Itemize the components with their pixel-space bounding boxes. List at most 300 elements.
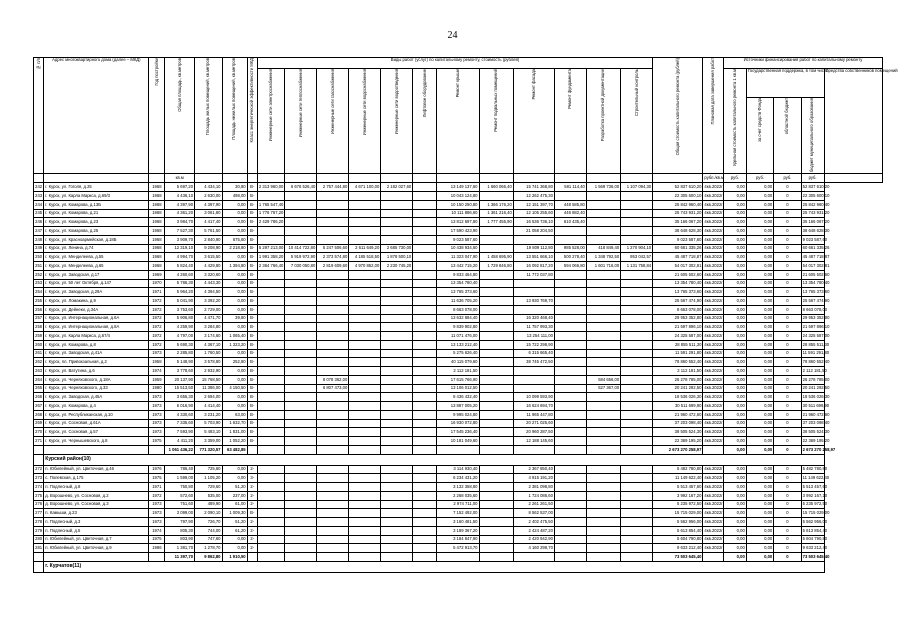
- cell-w4: [349, 227, 381, 236]
- cell-w3: 6 807 473,00: [317, 384, 349, 393]
- cell-w5: [381, 526, 413, 535]
- cell-w3: [317, 227, 349, 236]
- table-row: [34, 340, 883, 349]
- cell-area: 5 824,40: [165, 262, 195, 271]
- cell-w12: 953 042,57: [621, 253, 653, 262]
- cell-w6: [413, 209, 437, 218]
- cell-area: 20 137,90: [165, 375, 195, 384]
- cell-own: 45 487 718,87: [801, 253, 824, 262]
- cell-w9: 10 099 593,90: [513, 393, 554, 402]
- cell-nonliving: 61,00: [222, 500, 247, 509]
- cell-budget: 0,00: [746, 288, 773, 297]
- cell-year: 1973: [149, 518, 165, 527]
- col-work-9: Ремонт фасада: [530, 69, 536, 100]
- cell-total: 21 597 896,10: [653, 323, 703, 332]
- cell-w4: [349, 200, 381, 209]
- table-row: [34, 384, 883, 393]
- cell-own: 5 235 972,50: [801, 500, 824, 509]
- cell-w6: [413, 279, 437, 288]
- cell-total: 21 605 502,60: [653, 270, 703, 279]
- unit-local: руб.: [774, 174, 801, 183]
- subtotal-fund: 0,00: [723, 445, 746, 454]
- cell-budget: 0,00: [746, 305, 773, 314]
- cell-w12: [621, 288, 653, 297]
- cell-budget: 0,00: [746, 323, 773, 332]
- cell-w3: [317, 465, 349, 474]
- col-work-5: Инженерные сети водоотведения: [393, 69, 399, 135]
- cell-w7: 2 268 035,60: [437, 491, 479, 500]
- cell-w2: [285, 535, 317, 544]
- cell-w10: 610 435,40: [554, 218, 586, 227]
- cell-addr: п. Юбилейный, ул. Цветочная, д.7: [44, 535, 149, 544]
- cell-w1: [257, 314, 284, 323]
- cell-w3: [317, 526, 349, 535]
- cell-fund: 0,00: [723, 227, 746, 236]
- cell-n: 279: [34, 526, 44, 535]
- cell-w11: [586, 437, 620, 446]
- cell-own: 21 605 502,60: [801, 270, 824, 279]
- col-work-8: Ремонт подвальных помещений: [493, 69, 499, 132]
- cell-w2: [285, 235, 317, 244]
- cell-w11: [586, 288, 620, 297]
- cell-year: 1972: [149, 297, 165, 306]
- col-num: № п/п: [35, 58, 41, 70]
- cell-w1: [257, 491, 284, 500]
- cell-w5: [381, 465, 413, 474]
- cell-w8: [479, 491, 513, 500]
- cell-w8: [479, 314, 513, 323]
- cell-apt: B-: [247, 209, 257, 218]
- cell-w6: [413, 227, 437, 236]
- unit-fund: руб.: [723, 174, 746, 183]
- cell-w7: 17 590 423,90: [437, 227, 479, 236]
- subtotal-local: 0: [774, 445, 801, 454]
- cell-w2: [285, 474, 317, 483]
- cell-unit: 4кв.2022г: [703, 358, 724, 367]
- cell-local: 0: [774, 491, 801, 500]
- cell-living: 2 694,00: [195, 393, 222, 402]
- cell-w1: [257, 384, 284, 393]
- cell-n: 269: [34, 419, 44, 428]
- cell-w4: [349, 218, 381, 227]
- cell-apt: B-: [247, 253, 257, 262]
- cell-own: 52 837 610,20: [801, 183, 824, 192]
- cell-w11: [586, 279, 620, 288]
- cell-w1: [257, 483, 284, 492]
- subtotal-w11: [586, 553, 620, 562]
- cell-own: 13 354 780,40: [801, 279, 824, 288]
- cell-n: 261: [34, 349, 44, 358]
- cell-year: 1974: [149, 526, 165, 535]
- cell-own: 5 613 854,40: [801, 526, 824, 535]
- cell-w8: [479, 437, 513, 446]
- cell-addr: п. Подлесный, д.3: [44, 518, 149, 527]
- table-row: [34, 465, 883, 474]
- cell-w11: 584 656,00: [586, 375, 620, 384]
- cell-w4: [349, 323, 381, 332]
- cell-w9: 4 915 191,20: [513, 474, 554, 483]
- table-row: [34, 349, 883, 358]
- cell-w8: [479, 535, 513, 544]
- table-row: [34, 428, 883, 437]
- cell-n: 247: [34, 227, 44, 236]
- cell-w7: 13 632 884,40: [437, 314, 479, 323]
- cell-year: 1968: [149, 209, 165, 218]
- cell-w9: 12 105 255,60: [513, 209, 554, 218]
- cell-year: 1973: [149, 410, 165, 419]
- cell-unit: 4кв.2022г: [703, 314, 724, 323]
- cell-year: 1968: [149, 192, 165, 201]
- cell-nonliving: 0,00: [222, 270, 247, 279]
- cell-living: 1 278,70: [195, 544, 222, 553]
- cell-addr: г. Курск, ул. Комарова, д.8: [44, 340, 149, 349]
- cell-fund: 0,00: [723, 509, 746, 518]
- cell-year: 1973: [149, 402, 165, 411]
- cell-w2: [285, 279, 317, 288]
- cell-w8: [479, 235, 513, 244]
- cell-addr: г. Курск, ул. Ломакина, д.9: [44, 297, 149, 306]
- cell-nonliving: 252,80: [222, 358, 247, 367]
- cell-w6: [413, 491, 437, 500]
- cell-w2: [285, 491, 317, 500]
- table-row: [34, 375, 883, 384]
- cell-w2: [285, 358, 317, 367]
- table-row: [34, 192, 883, 201]
- cell-w6: [413, 244, 437, 253]
- cell-w8: [479, 192, 513, 201]
- cell-living: 4 417,40: [195, 218, 222, 227]
- table-row: [34, 279, 883, 288]
- cell-w9: 11 757 993,30: [513, 323, 554, 332]
- cell-w3: [317, 410, 349, 419]
- cell-w1: [257, 509, 284, 518]
- cell-local: 0: [774, 253, 801, 262]
- subtotal-row: [34, 445, 883, 454]
- cell-total: 35 166 067,20: [653, 218, 703, 227]
- cell-w6: [413, 323, 437, 332]
- cell-w3: [317, 474, 349, 483]
- cell-w2: [285, 340, 317, 349]
- cell-own: 28 855 511,30: [801, 340, 824, 349]
- cell-w10: [554, 192, 586, 201]
- cell-n: 265: [34, 384, 44, 393]
- cell-w6: [413, 367, 437, 376]
- cell-w1: 1 776 767,20: [257, 209, 284, 218]
- cell-w3: [317, 500, 349, 509]
- cell-own: 25 743 931,20: [801, 209, 824, 218]
- cell-apt: B-: [247, 262, 257, 271]
- cell-total: 5 235 972,50: [653, 500, 703, 509]
- cell-w1: [257, 235, 284, 244]
- cell-w4: [349, 332, 381, 341]
- cell-w3: [317, 297, 349, 306]
- cell-w8: [479, 279, 513, 288]
- cell-living: 744,00: [195, 526, 222, 535]
- works-group-header: Виды работ (услуг) по капитальному ремонту, стоимость (рублей): [390, 57, 520, 62]
- cell-w11: [586, 349, 620, 358]
- cell-apt: B-: [247, 235, 257, 244]
- cell-total: 29 953 352,80: [653, 314, 703, 323]
- cell-own: 5 482 780,80: [801, 465, 824, 474]
- cell-area: 4 397,90: [165, 200, 195, 209]
- cell-living: 2 840,90: [195, 235, 222, 244]
- cell-w10: 594 066,80: [554, 262, 586, 271]
- cell-n: 251: [34, 262, 44, 271]
- cell-nonliving: 4 150,50: [222, 384, 247, 393]
- cell-w4: [349, 402, 381, 411]
- cell-own: 20 241 292,50: [801, 384, 824, 393]
- cell-fund: 0,00: [723, 437, 746, 446]
- col-work-7: Ремонт крыши: [454, 69, 460, 98]
- cell-w2: [285, 375, 317, 384]
- cell-local: 0: [774, 340, 801, 349]
- cell-n: 263: [34, 367, 44, 376]
- cell-nonliving: 0,00: [222, 393, 247, 402]
- cell-unit: 4кв.2022г: [703, 340, 724, 349]
- cell-w1: [257, 402, 284, 411]
- cell-w10: [554, 483, 586, 492]
- cell-w5: [381, 323, 413, 332]
- cell-w9: 11 965 447,80: [513, 410, 554, 419]
- cell-nonliving: 61,20: [222, 526, 247, 535]
- cell-w5: [381, 192, 413, 201]
- cell-fund: 0,00: [723, 270, 746, 279]
- cell-w8: [479, 384, 513, 393]
- cell-w3: [317, 428, 349, 437]
- cell-w1: [257, 375, 284, 384]
- cell-living: 5 761,50: [195, 227, 222, 236]
- cell-w7: 10 150 250,80: [437, 200, 479, 209]
- cell-unit: 4кв.2022г: [703, 419, 724, 428]
- cell-w11: [586, 209, 620, 218]
- cell-w9: 12 262 475,30: [513, 192, 554, 201]
- cell-w1: 5 297 213,00: [257, 244, 284, 253]
- cell-nonliving: 1 009,30: [222, 509, 247, 518]
- cell-w11: [586, 314, 620, 323]
- cell-fund: 0,00: [723, 262, 746, 271]
- cell-local: 0: [774, 262, 801, 271]
- cell-addr: с. Полевская, д.175: [44, 474, 149, 483]
- cell-w1: 2 429 786,20: [257, 218, 284, 227]
- cell-w12: [621, 305, 653, 314]
- cell-w10: [554, 393, 586, 402]
- cell-w12: [621, 375, 653, 384]
- cell-w3: [317, 340, 349, 349]
- cell-w7: 10 438 934,60: [437, 244, 479, 253]
- table-row: [34, 535, 883, 544]
- cell-n: 248: [34, 235, 44, 244]
- cell-local: 0: [774, 375, 801, 384]
- cell-w12: [621, 332, 653, 341]
- cell-w1: [257, 279, 284, 288]
- table-row: [34, 314, 883, 323]
- cell-w1: [257, 288, 284, 297]
- cell-w4: [349, 509, 381, 518]
- cell-budget: 0,00: [746, 358, 773, 367]
- table-row: [34, 332, 883, 341]
- cell-area: 3 909,70: [165, 235, 195, 244]
- cell-n: 264: [34, 375, 44, 384]
- cell-w3: 8 078 362,00: [317, 375, 349, 384]
- cell-w1: [257, 465, 284, 474]
- cell-own: 5 604 790,80: [801, 535, 824, 544]
- cell-living: 2 729,00: [195, 305, 222, 314]
- cell-own: 13 765 373,60: [801, 288, 824, 297]
- cell-addr: г. Курск, ул. Карла Маркса, д.67/4: [44, 332, 149, 341]
- cell-w10: [554, 349, 586, 358]
- cell-w2: 6 676 526,40: [285, 183, 317, 192]
- cell-local: 0: [774, 384, 801, 393]
- cell-total: 5 482 780,80: [653, 465, 703, 474]
- cell-w1: [257, 367, 284, 376]
- cell-w4: [349, 410, 381, 419]
- cell-w6: [413, 235, 437, 244]
- cell-living: 3 392,20: [195, 297, 222, 306]
- cell-living: 747,60: [195, 535, 222, 544]
- cell-w12: [621, 518, 653, 527]
- cell-local: 0: [774, 544, 801, 553]
- cell-living: 5 703,90: [195, 419, 222, 428]
- cell-w4: [349, 358, 381, 367]
- col-total-area: Общая площадь, кв.метров: [176, 58, 182, 112]
- cell-w9: [513, 305, 554, 314]
- cell-w5: [381, 393, 413, 402]
- cell-n: 249: [34, 244, 44, 253]
- cell-w3: [317, 332, 349, 341]
- cell-n: 277: [34, 509, 44, 518]
- cell-nonliving: 2 218,80: [222, 244, 247, 253]
- cell-w1: [257, 500, 284, 509]
- col-work-12: Строительный контроль: [633, 69, 639, 117]
- cell-w6: [413, 428, 437, 437]
- cell-w2: [285, 518, 317, 527]
- cell-addr: г. Курск, ул. Гоголя, д.25: [44, 183, 149, 192]
- cell-w3: [317, 509, 349, 518]
- cell-area: 3 655,30: [165, 393, 195, 402]
- cell-nonliving: 0,00: [222, 367, 247, 376]
- cell-w1: [257, 437, 284, 446]
- cell-living: 3 578,80: [195, 358, 222, 367]
- cell-w7: 13 106 012,50: [437, 384, 479, 393]
- cell-w2: [285, 349, 317, 358]
- cell-nonliving: 0,00: [222, 402, 247, 411]
- cell-unit: 4кв.2022г: [703, 349, 724, 358]
- cell-own: 9 023 587,60: [801, 235, 824, 244]
- cell-addr: г. Курск, ул. Комарова, д.21: [44, 209, 149, 218]
- cell-fund: 0,00: [723, 349, 746, 358]
- cell-living: 4 471,70: [195, 314, 222, 323]
- cell-w10: [554, 465, 586, 474]
- cell-w6: [413, 474, 437, 483]
- cell-w3: [317, 270, 349, 279]
- cell-year: 1972: [149, 332, 165, 341]
- cell-nonliving: 0,00: [222, 253, 247, 262]
- cell-addr: г. Курск, ул. Ленина, д.74: [44, 244, 149, 253]
- cell-apt: B-: [247, 428, 257, 437]
- cell-fund: 0,00: [723, 375, 746, 384]
- subtotal-living: 771 320,57: [195, 445, 222, 454]
- cell-w9: 13 551 666,10: [513, 253, 554, 262]
- cell-w7: 3 189 367,20: [437, 526, 479, 535]
- cell-addr: г. Курск, пл. Привокзальная, д.2: [44, 358, 149, 367]
- cell-w4: [349, 526, 381, 535]
- cell-w12: [621, 384, 653, 393]
- cell-unit: 4кв.2022г: [703, 183, 724, 192]
- cell-w12: [621, 544, 653, 553]
- cell-n: 255: [34, 297, 44, 306]
- cell-w4: [349, 500, 381, 509]
- cell-apt: B-: [247, 279, 257, 288]
- cell-w9: [513, 367, 554, 376]
- cell-w1: [257, 393, 284, 402]
- cell-year: 1958: [149, 358, 165, 367]
- cell-area: 3 984,70: [165, 218, 195, 227]
- cell-w10: [554, 340, 586, 349]
- cell-w12: [621, 474, 653, 483]
- cell-fund: 0,00: [723, 253, 746, 262]
- subtotal-area: 11 397,70: [165, 553, 195, 562]
- cell-w11: [586, 474, 620, 483]
- cell-w6: [413, 410, 437, 419]
- cell-w11: [586, 297, 620, 306]
- section-title: г. Курчатов(11): [44, 561, 824, 572]
- cell-fund: 0,00: [723, 332, 746, 341]
- subtotal-unit: [703, 553, 724, 562]
- cell-budget: 0,00: [746, 279, 773, 288]
- cell-w11: [586, 192, 620, 201]
- cell-w11: [586, 332, 620, 341]
- cell-apt: 2-: [247, 491, 257, 500]
- cell-n: 242: [34, 183, 44, 192]
- cell-w8: [479, 474, 513, 483]
- subtotal-total: 2 673 270 258,97: [653, 445, 703, 454]
- cell-area: 786,40: [165, 465, 195, 474]
- cell-w10: [554, 235, 586, 244]
- cell-w4: [349, 437, 381, 446]
- cell-year: 1973: [149, 500, 165, 509]
- cell-w4: [349, 518, 381, 527]
- cell-living: 4 443,30: [195, 279, 222, 288]
- cell-w2: [285, 419, 317, 428]
- cell-w1: [257, 358, 284, 367]
- cell-w2: [285, 402, 317, 411]
- cell-w9: 16 624 694,70: [513, 402, 554, 411]
- cell-w10: [554, 437, 586, 446]
- cell-w12: [621, 340, 653, 349]
- cell-w12: [621, 410, 653, 419]
- cell-year: 1973: [149, 393, 165, 402]
- cell-w11: [586, 358, 620, 367]
- cell-budget: 0,00: [746, 465, 773, 474]
- cell-w2: [285, 526, 317, 535]
- cell-fund: 0,00: [723, 402, 746, 411]
- cell-w7: 17 545 236,40: [437, 428, 479, 437]
- cell-living: 4 414,40: [195, 402, 222, 411]
- cell-n: 280: [34, 535, 44, 544]
- cell-unit: 4кв.2022г: [703, 509, 724, 518]
- cell-w12: [621, 235, 653, 244]
- table-row: [34, 491, 883, 500]
- cell-w7: 10 043 124,80: [437, 192, 479, 201]
- cell-w6: [413, 183, 437, 192]
- cell-w6: [413, 437, 437, 446]
- cell-year: 1968: [149, 218, 165, 227]
- cell-w12: 1 107 094,30: [621, 183, 653, 192]
- cell-w1: [257, 297, 284, 306]
- cell-w5: [381, 218, 413, 227]
- cell-w10: [554, 323, 586, 332]
- cell-w12: [621, 437, 653, 446]
